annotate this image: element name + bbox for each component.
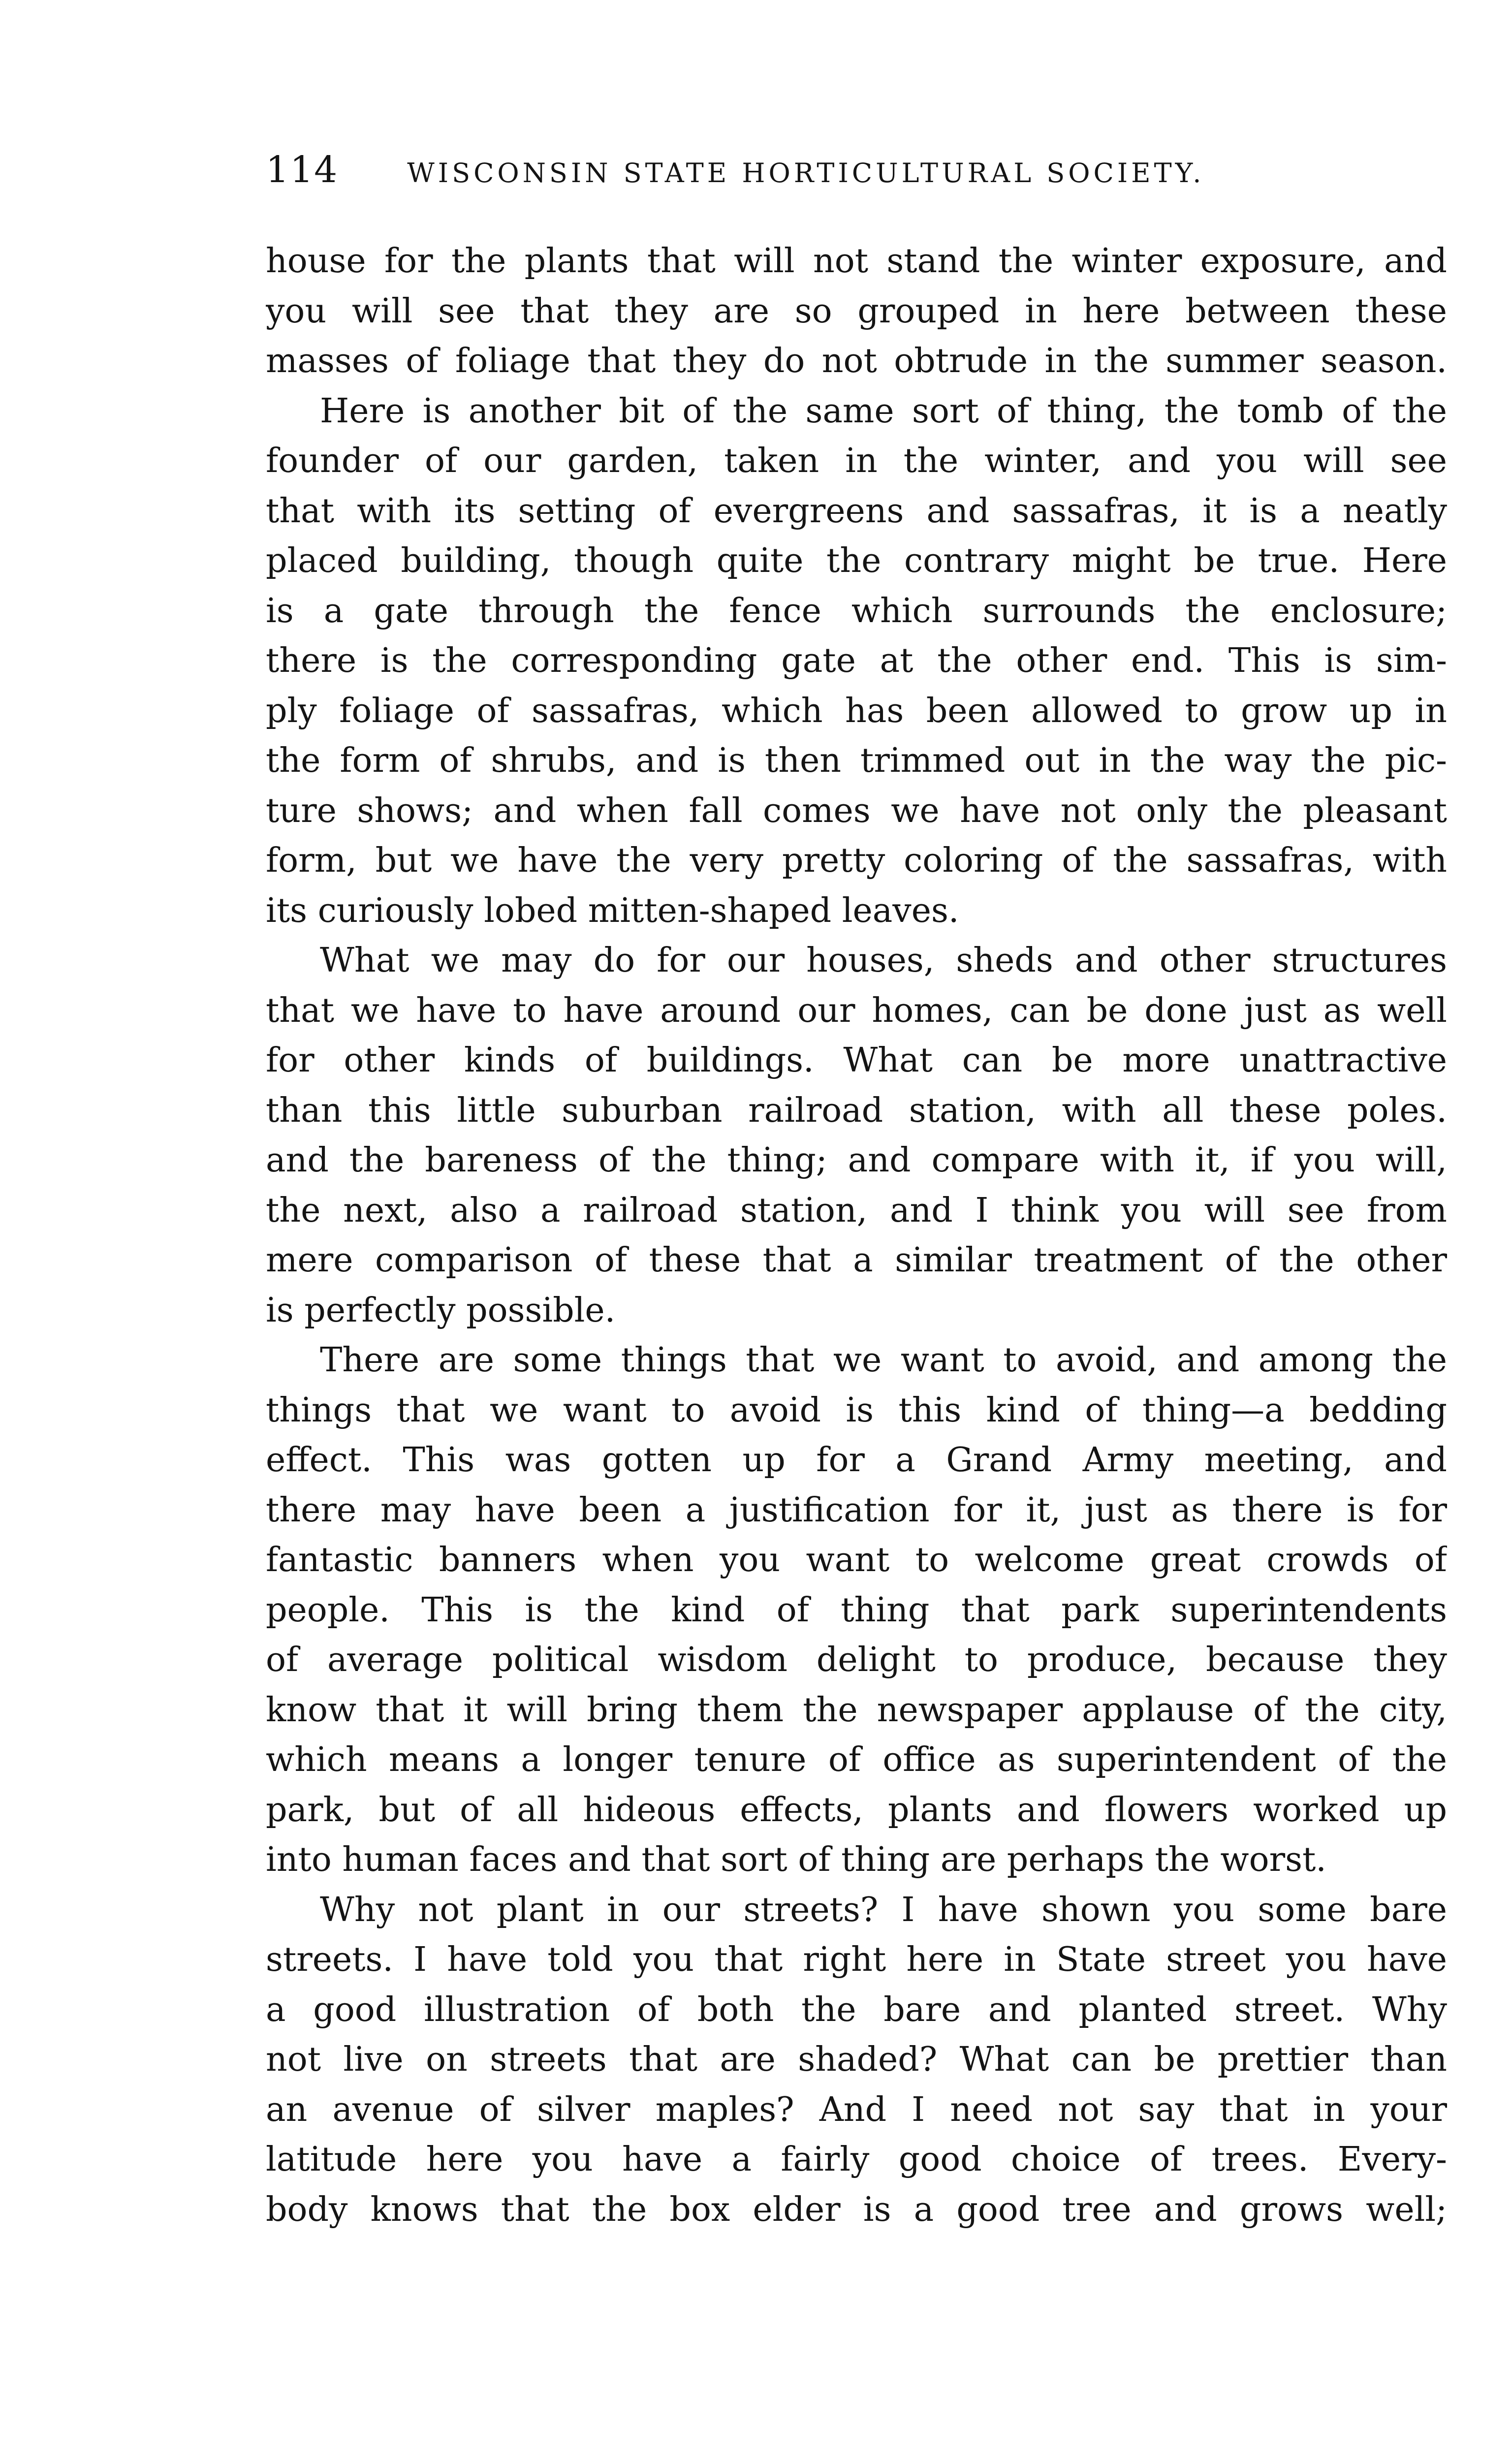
text-line: the next, also a railroad station, and I think you will see from (266, 1191, 1447, 1230)
text-line: form, but we have the very pretty coloring of the sassafras, with (266, 841, 1447, 880)
text-line: its curiously lobed mitten-shaped leaves. (266, 891, 959, 930)
text-line: is perfectly possible. (266, 1291, 616, 1330)
text-line: Here is another bit of the same sort of thing, the tomb of the (320, 391, 1447, 431)
text-line: for other kinds of buildings. What can be more unattractive (266, 1041, 1447, 1080)
text-line: a good illustration of both the bare and planted street. Why (266, 1990, 1447, 2029)
text-line: there is the corresponding gate at the other end. This is sim- (266, 641, 1447, 680)
text-line: that we have to have around our homes, can be done just as well (266, 991, 1447, 1030)
text-line: people. This is the kind of thing that park superintendents (266, 1590, 1447, 1630)
text-line: founder of our garden, taken in the winter, and you will see (266, 442, 1447, 480)
text-line: of average political wisdom delight to produce, because they (266, 1641, 1447, 1679)
text-line: body knows that the box elder is a good tree and grows well; (266, 2190, 1447, 2229)
text-line: mere comparison of these that a similar treatment of the other (266, 1241, 1447, 1280)
text-line: know that it will bring them the newspaper applause of the city, (266, 1690, 1447, 1730)
text-line: an avenue of silver maples? And I need not say that in your (266, 2090, 1447, 2129)
running-head (266, 143, 1447, 197)
text-line: park, but of all hideous effects, plants and flowers worked up (266, 1790, 1447, 1830)
page-number: 114 (266, 149, 339, 191)
text-line: into human faces and that sort of thing are perhaps the worst. (266, 1840, 1326, 1879)
text-line: there may have been a justification for it, just as there is for (266, 1490, 1447, 1530)
text-line: fantastic banners when you want to welcome great crowds of (266, 1541, 1447, 1579)
text-line: the form of shrubs, and is then trimmed out in the way the pic- (266, 741, 1447, 780)
text-line: things that we want to avoid is this kind of thing—a bedding (266, 1390, 1447, 1430)
text-line: house for the plants that will not stand the winter exposure, and (266, 242, 1447, 281)
text-line: is a gate through the fence which surrounds the enclosure; (266, 591, 1447, 631)
text-line: ply foliage of sassafras, which has been allowed to grow up in (266, 691, 1447, 730)
body-text (266, 236, 1447, 2235)
text-line: which means a longer tenure of office as superintendent of the (266, 1740, 1447, 1779)
text-line: placed building, though quite the contrary might be true. Here (266, 541, 1447, 580)
journal-title: WISCONSIN STATE HORTICULTURAL SOCIETY. (407, 158, 1205, 189)
text-line: masses of foliage that they do not obtrude in the summer season. (266, 342, 1447, 380)
text-line: and the bareness of the thing; and compare with it, if you will, (266, 1141, 1447, 1180)
text-line: not live on streets that are shaded? What can be prettier than (266, 2040, 1447, 2079)
text-line: effect. This was gotten up for a Grand Army meeting, and (266, 1441, 1447, 1480)
text-line: ture shows; and when fall comes we have not only the pleasant (266, 791, 1447, 830)
text-line: What we may do for our houses, sheds and other structures (320, 941, 1447, 980)
text-line: than this little suburban railroad station, with all these poles. (266, 1091, 1447, 1130)
text-line: There are some things that we want to avoid, and among the (320, 1341, 1447, 1380)
text-line: streets. I have told you that right here in State street you have (266, 1940, 1447, 1979)
text-line: Why not plant in our streets? I have shown you some bare (320, 1890, 1447, 1929)
text-line: latitude here you have a fairly good choice of trees. Every- (266, 2140, 1447, 2179)
text-line: you will see that they are so grouped in here between these (266, 291, 1447, 331)
text-line: that with its setting of evergreens and sassafras, it is a neatly (266, 491, 1447, 531)
